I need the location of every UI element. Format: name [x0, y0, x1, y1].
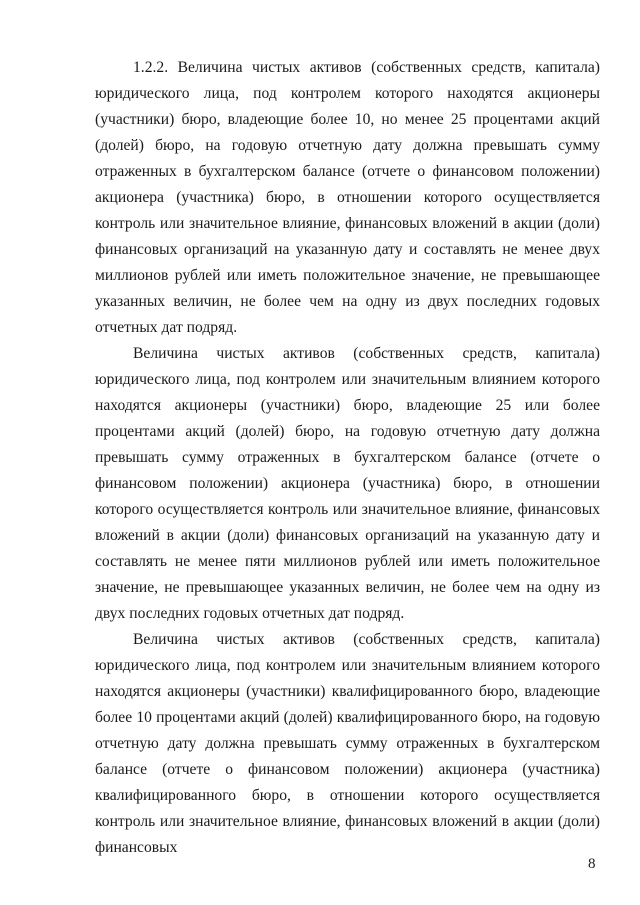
paragraph-net-assets-25-percent: Величина чистых активов (собственных средств, капитала) юридического лица, под контролем или значительным влиянием которого находятся акционеры (участники) бюро, владеющие 25 или более процентами акций (долей) бюро, на годовую отчетную дату должна превышать сумму отраженных в бухгалтерском балансе (отчете о финансовом положении) акционера (участника) бюро, в отношении которого осуществляется контроль или значительное влияние, финансовых вложений в акции (доли) финансовых организаций на указанную дату и составлять не менее пяти миллионов рублей или иметь положительное значение, не превышающее указанных величин, не более чем на одну из двух последних годовых отчетных дат подряд. [95, 345, 600, 622]
page-number: 8 [588, 856, 596, 872]
paragraph-1-2-2: 1.2.2. Величина чистых активов (собственных средств, капитала) юридического лица, под контролем которого находятся акционеры (участники) бюро, владеющие более 10, но менее 25 процентами акций (долей) бюро, на годовую отчетную дату должна превышать сумму отраженных в бухгалтерском балансе (отчете о финансовом положении) акционера (участника) бюро, в отношении которого осуществляется контроль или значительное влияние, финансовых вложений в акции (доли) финансовых организаций на указанную дату и составлять не менее двух миллионов рублей или иметь положительное значение, не превышающее указанных величин, не более чем на одну из двух последних годовых отчетных дат подряд. [95, 59, 600, 336]
paragraph-net-assets-qualified-bureau: Величина чистых активов (собственных средств, капитала) юридического лица, под контролем или значительным влиянием которого находятся акционеры (участники) квалифицированного бюро, владеющие более 10 процентами акций (долей) квалифицированного бюро, на годовую отчетную дату должна превышать сумму отраженных в бухгалтерском балансе (отчете о финансовом положении) акционера (участника) квалифицированного бюро, в отношении которого осуществляется контроль или значительное влияние, финансовых вложений в акции (доли) финансовых [95, 631, 600, 856]
document-body [95, 55, 600, 861]
